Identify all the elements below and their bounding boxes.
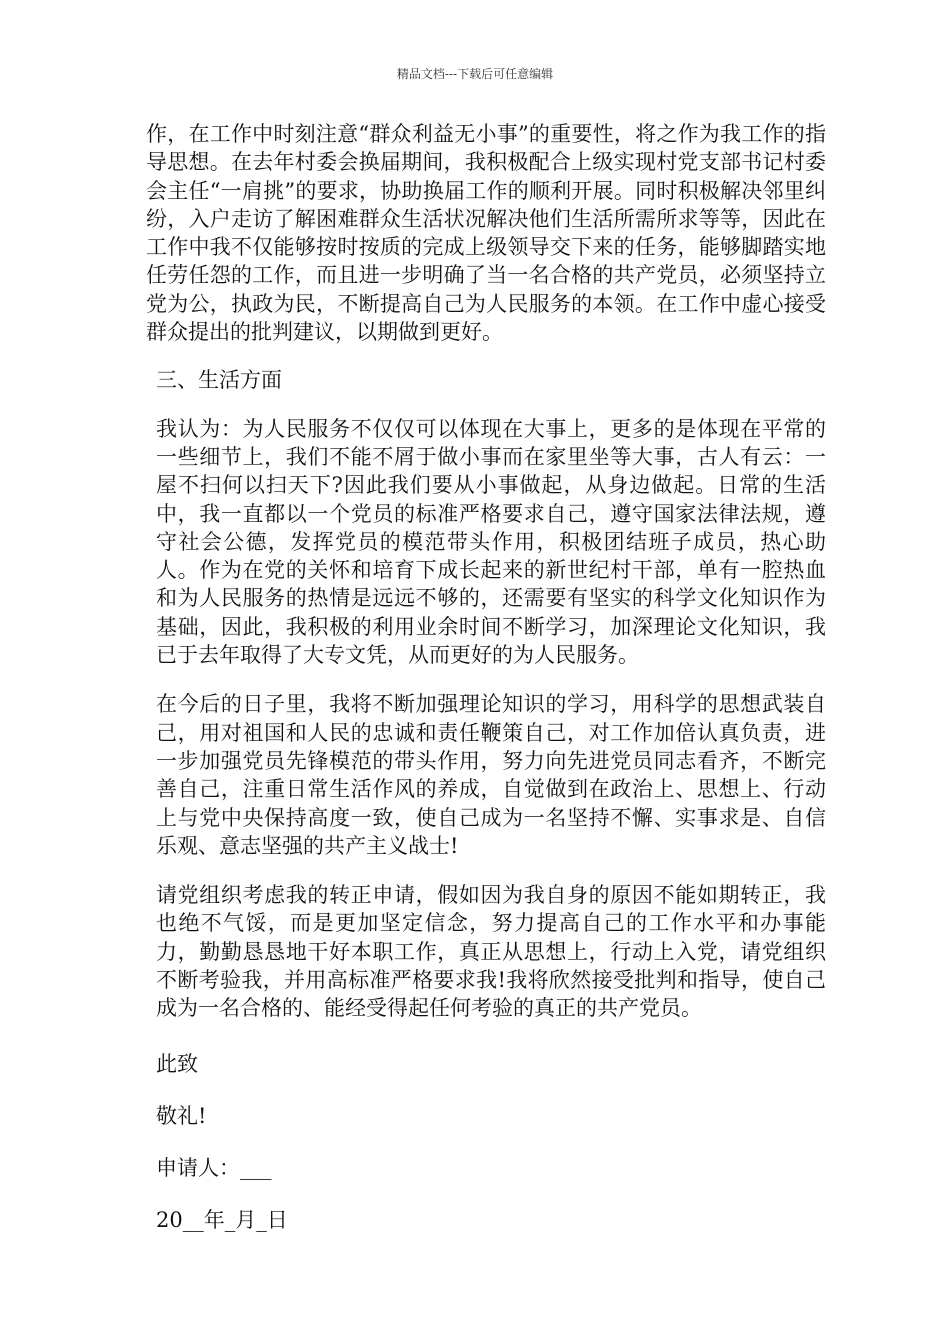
paragraph-future: 在今后的日子里，我将不断加强理论知识的学习，用科学的思想武装自己，用对祖国和人民的忠诚和责任鞭策自己，对工作加倍认真负责，进一步加强党员先锋模范的带头作用，努力向先进党员同志看齐，不断完善自己，注重日常生活作风的养成，自觉做到在政治上、思想上、行动上与党中央保持高度一致，使自己成为一名坚持不懈、实事求是、自信乐观、意志坚强的共产主义战士! xyxy=(156,692,826,858)
paragraph-work: 作，在工作中时刻注意“群众利益无小事”的重要性，将之作为我工作的指导思想。在去年村委会换届期间，我积极配合上级实现村党支部书记村委会主任“一肩挑”的要求，协助换届工作的顺利开展。同时积极解决邻里纠纷，入户走访了解困难群众生活状况解决他们生活所需所求等等，因此在工作中我不仅能够按时按质的完成上级领导交下来的任务，能够脚踏实地任劳任怨的工作，而且进一步明确了当一名合格的共产党员，必须坚持立党为公，执政为民，不断提高自己为人民服务的本领。在工作中虚心接受群众提出的批判建议，以期做到更好。 xyxy=(146,122,826,345)
document-body xyxy=(146,120,826,1234)
paragraph-life: 我认为：为人民服务不仅仅可以体现在大事上，更多的是体现在平常的一些细节上，我们不能不屑于做小事而在家里坐等大事，古人有云：一屋不扫何以扫天下?因此我们要从小事做起，从身边做起。日常的生活中，我一直都以一个党员的标准严格要求自己，遵守国家法律法规，遵守社会公德，发挥党员的模范带头作用，积极团结班子成员，热心助人。作为在党的关怀和培育下成长起来的新世纪村干部，单有一腔热血和为人民服务的热情是远远不够的，还需要有坚实的科学文化知识作为基础，因此，我积极的利用业余时间不断学习，加深理论文化知识，我已于去年取得了大专文凭，从而更好的为人民服务。 xyxy=(156,416,826,668)
closing-regards: 敬礼! xyxy=(156,1103,207,1128)
page-header: 精品文档---下载后可任意编辑 xyxy=(396,67,554,81)
section-heading: 三、生活方面 xyxy=(156,368,282,393)
closing-salutation: 此致 xyxy=(156,1051,198,1076)
date-line: 20__年_月_日 xyxy=(156,1207,288,1232)
applicant-line: 申请人：___ xyxy=(156,1155,272,1180)
paragraph-request: 请党组织考虑我的转正申请，假如因为我自身的原因不能如期转正，我也绝不气馁，而是更加坚定信念，努力提高自己的工作水平和办事能力，勤勤恳恳地干好本职工作，真正从思想上，行动上入党，请党组织不断考验我，并用高标准严格要求我!我将欣然接受批判和指导，使自己成为一名合格的、能经受得起任何考验的真正的共产党员。 xyxy=(156,883,826,1021)
